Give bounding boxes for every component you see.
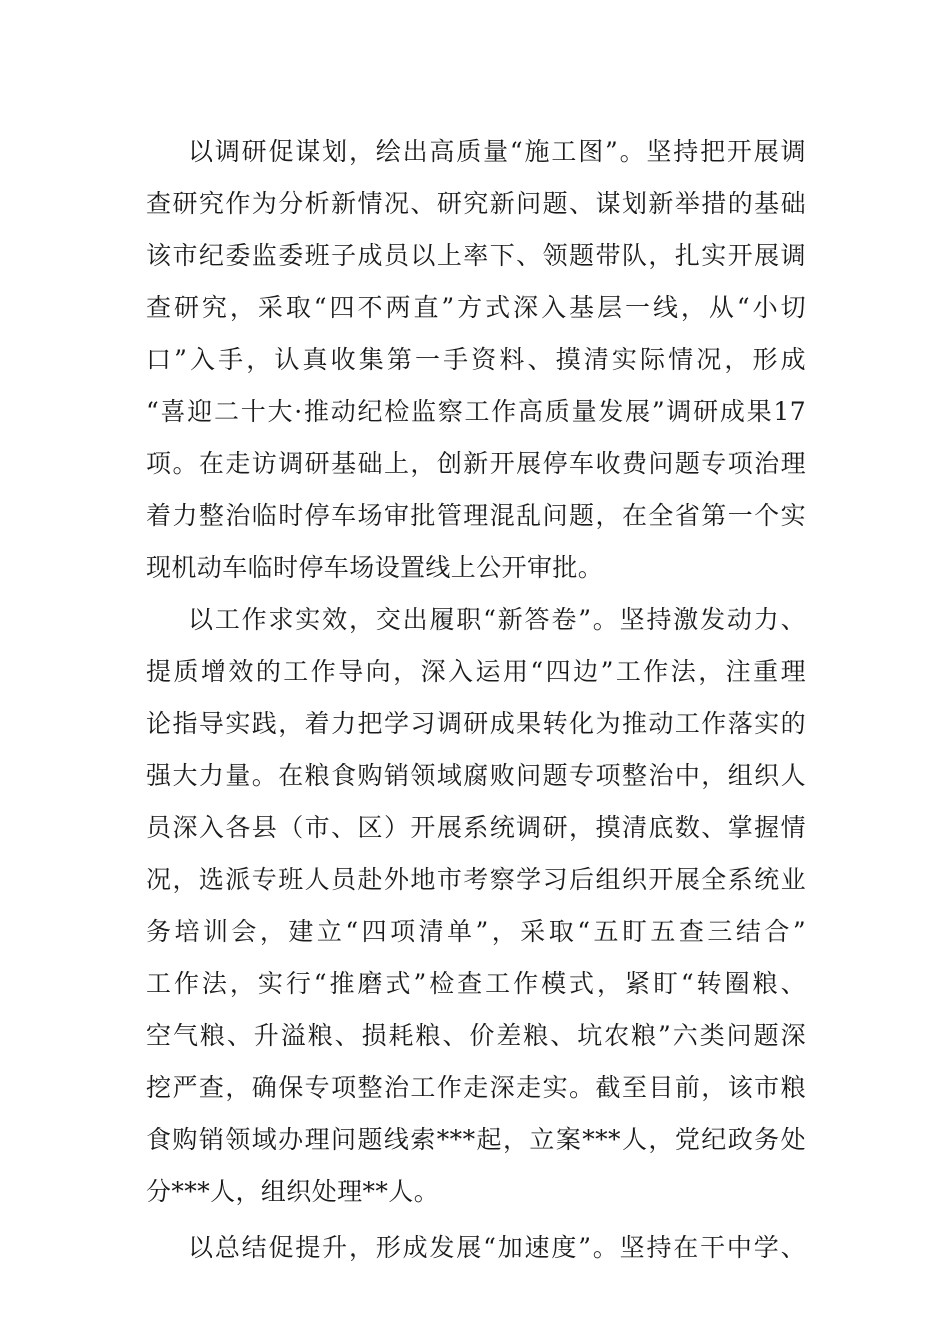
paragraph-line: 以总结促提升，形成发展“加速度”。坚持在干中学、 [188,1233,806,1262]
paragraph-line: 强大力量。在粮食购销领域腐败问题专项整治中，组织人 [146,761,806,790]
paragraph-line: 口”入手，认真收集第一手资料、摸清实际情况，形成 [146,345,806,374]
paragraph-line: “喜迎二十大·推动纪检监察工作高质量发展”调研成果17 [146,397,806,426]
paragraph-line: 论指导实践，着力把学习调研成果转化为推动工作落实的 [146,709,806,738]
paragraph-line: 空气粮、升溢粮、损耗粮、价差粮、坑农粮”六类问题深 [146,1021,806,1050]
paragraph-line: 以调研促谋划，绘出高质量“施工图”。坚持把开展调 [188,137,806,166]
paragraph-line: 员深入各县（市、区）开展系统调研，摸清底数、掌握情 [146,813,806,842]
paragraph-line: 况，选派专班人员赴外地市考察学习后组织开展全系统业 [146,865,806,894]
paragraph-line: 现机动车临时停车场设置线上公开审批。 [146,553,604,582]
paragraph-line: 提质增效的工作导向，深入运用“四边”工作法，注重理 [146,657,806,686]
paragraph-line: 务培训会，建立“四项清单”，采取“五盯五查三结合” [146,917,806,946]
paragraph-line: 该市纪委监委班子成员以上率下、领题带队，扎实开展调 [146,241,806,270]
paragraph-line: 查研究作为分析新情况、研究新问题、谋划新举措的基础 [146,189,806,218]
paragraph-line: 查研究，采取“四不两直”方式深入基层一线，从“小切 [146,293,806,322]
paragraph-line: 挖严查，确保专项整治工作走深走实。截至目前，该市粮 [146,1073,806,1102]
paragraph-line: 分***人，组织处理**人。 [146,1177,440,1206]
paragraph-line: 着力整治临时停车场审批管理混乱问题，在全省第一个实 [146,501,806,530]
paragraph-line: 食购销领域办理问题线索***起，立案***人，党纪政务处 [146,1125,806,1154]
paragraph-line: 项。在走访调研基础上，创新开展停车收费问题专项治理 [146,449,806,478]
paragraph-line: 以工作求实效，交出履职“新答卷”。坚持激发动力、 [188,605,806,634]
paragraph-line: 工作法，实行“推磨式”检查工作模式，紧盯“转圈粮、 [146,969,806,998]
